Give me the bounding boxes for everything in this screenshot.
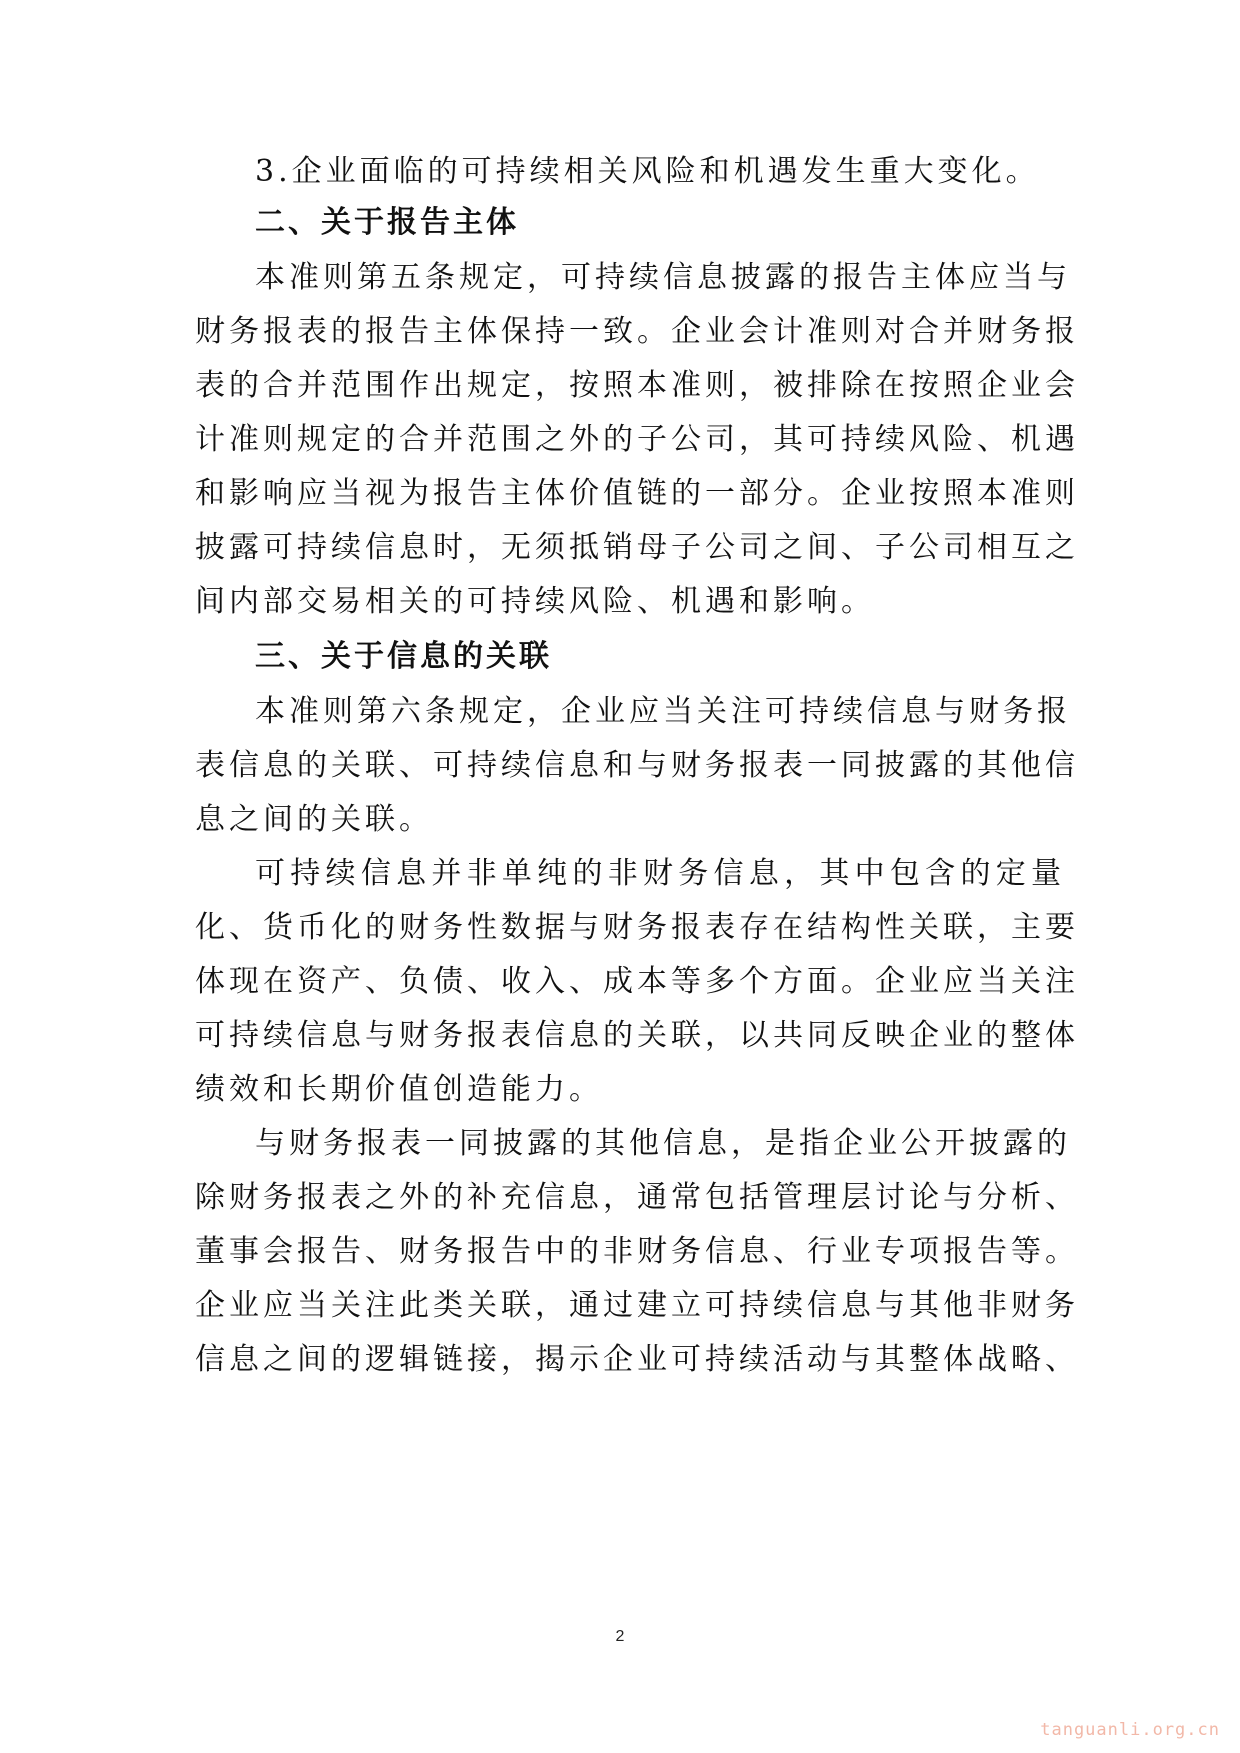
paragraph-line: 本准则第六条规定，企业应当关注可持续信息与财务报 [255, 694, 1071, 729]
paragraph-line: 可持续信息与财务报表信息的关联，以共同反映企业的整体 [195, 1018, 1079, 1053]
paragraph-line: 化、货币化的财务性数据与财务报表存在结构性关联，主要 [195, 910, 1079, 945]
paragraph-line: 本准则第五条规定，可持续信息披露的报告主体应当与 [255, 260, 1071, 295]
paragraph-line: 披露可持续信息时，无须抵销母子公司之间、子公司相互之 [195, 530, 1079, 565]
paragraph-line: 计准则规定的合并范围之外的子公司，其可持续风险、机遇 [195, 422, 1079, 457]
paragraph-line: 董事会报告、财务报告中的非财务信息、行业专项报告等。 [195, 1234, 1079, 1269]
paragraph-line: 除财务报表之外的补充信息，通常包括管理层讨论与分析、 [195, 1180, 1079, 1215]
paragraph-line: 绩效和长期价值创造能力。 [195, 1072, 603, 1107]
paragraph-line: 表信息的关联、可持续信息和与财务报表一同披露的其他信 [195, 748, 1079, 783]
watermark: tanguanli.org.cn [1040, 1720, 1220, 1740]
paragraph-line: 体现在资产、负债、收入、成本等多个方面。企业应当关注 [195, 964, 1079, 999]
paragraph-line: 间内部交易相关的可持续风险、机遇和影响。 [195, 584, 875, 619]
paragraph-line: 3.企业面临的可持续相关风险和机遇发生重大变化。 [255, 154, 1040, 189]
paragraph-line: 信息之间的逻辑链接，揭示企业可持续活动与其整体战略、 [195, 1342, 1079, 1377]
section-heading-reporting-entity: 二、关于报告主体 [255, 205, 519, 240]
paragraph-line: 可持续信息并非单纯的非财务信息，其中包含的定量 [255, 856, 1065, 891]
paragraph-line: 息之间的关联。 [195, 802, 433, 837]
paragraph-line: 表的合并范围作出规定，按照本准则，被排除在按照企业会 [195, 368, 1079, 403]
page-number: 2 [615, 1628, 625, 1645]
paragraph-line: 财务报表的报告主体保持一致。企业会计准则对合并财务报 [195, 314, 1079, 349]
paragraph-line: 与财务报表一同披露的其他信息，是指企业公开披露的 [255, 1126, 1071, 1161]
paragraph-line: 和影响应当视为报告主体价值链的一部分。企业按照本准则 [195, 476, 1079, 511]
paragraph-line: 企业应当关注此类关联，通过建立可持续信息与其他非财务 [195, 1288, 1079, 1323]
section-heading-information-linkage: 三、关于信息的关联 [255, 639, 552, 674]
